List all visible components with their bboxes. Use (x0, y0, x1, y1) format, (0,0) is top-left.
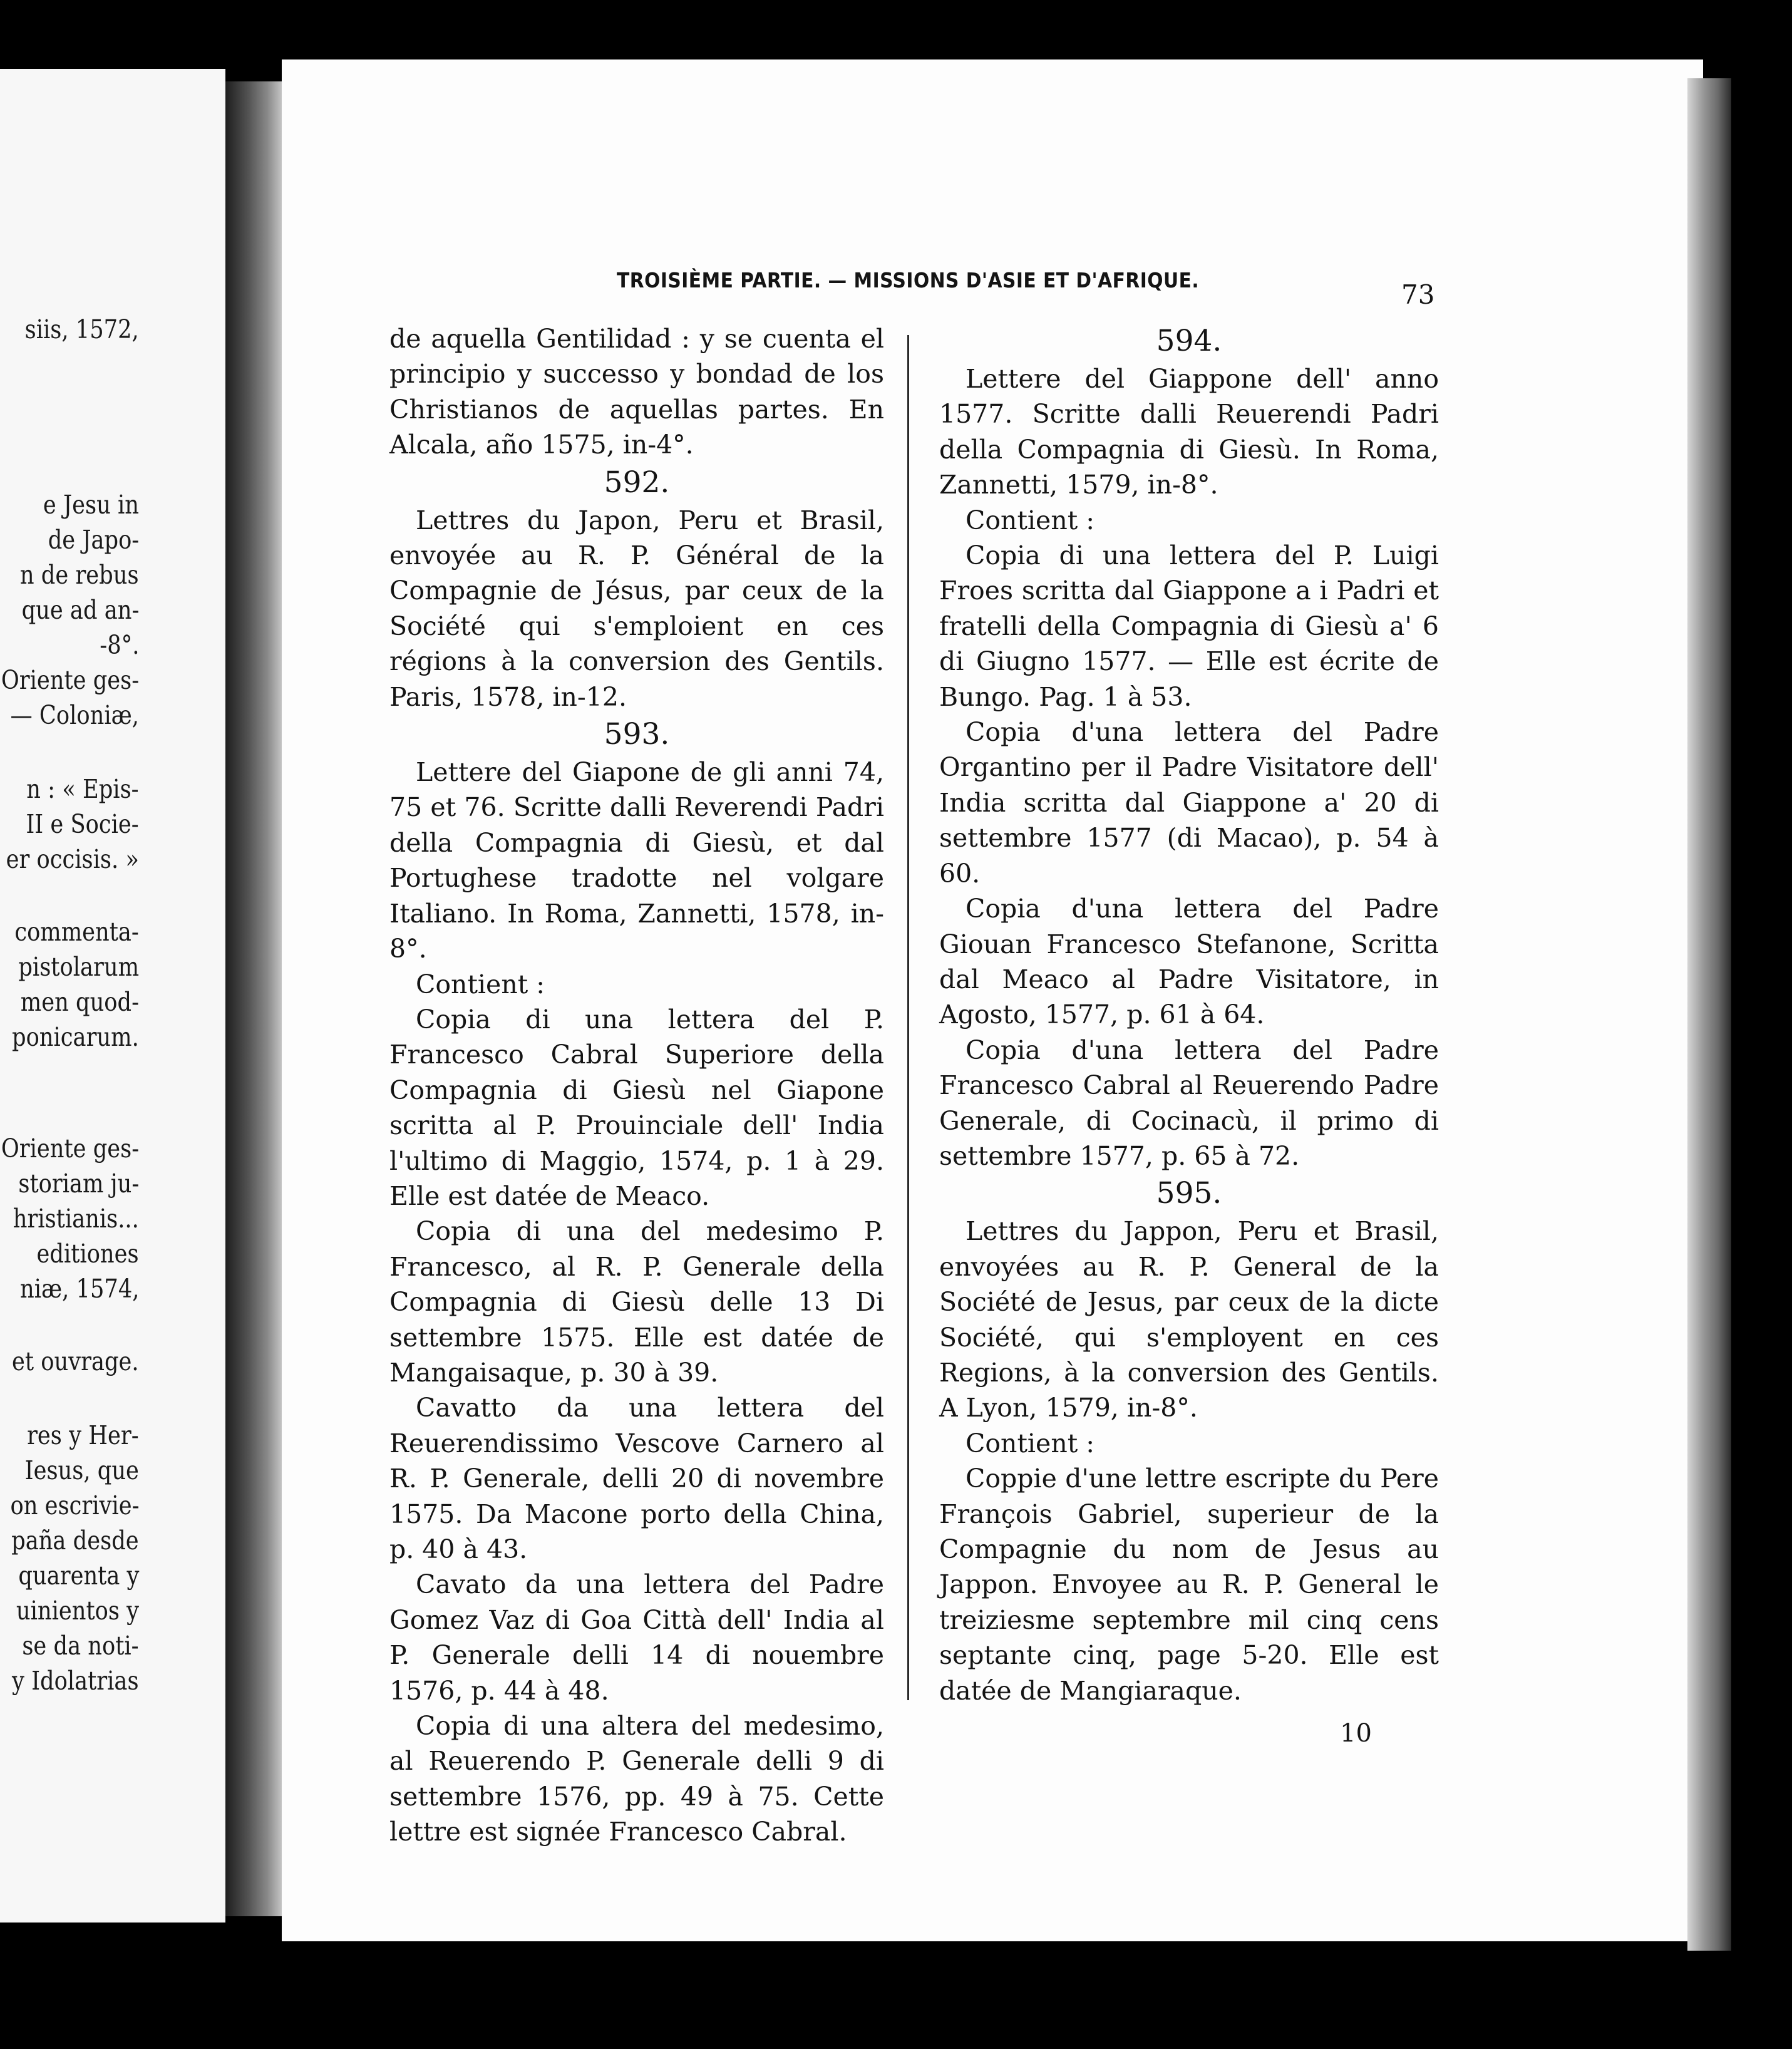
entry-number-595: 595. (1156, 1176, 1222, 1211)
left-page-line: commenta- (14, 917, 139, 947)
entry-594-text: Lettere del Giappone dell' anno 1577. Scritte dalli Reuerendi Padri della Compagnia di Giesù. In Roma, Zannetti, 1579, in-8°. (939, 364, 1439, 500)
left-page-line: storiam ju- (18, 1169, 139, 1199)
left-page-line: Iesus, que (24, 1455, 139, 1485)
entry-594-contient: Contient : (966, 505, 1095, 535)
left-page-line: ponicarum. (12, 1022, 139, 1052)
left-page-line: er occisis. » (6, 844, 139, 874)
entry-number-593: 593. (604, 717, 670, 752)
entry-595-text: Lettres du Jappon, Peru et Brasil, envoyées au R. P. General de la Société de Jesus, par ceux de la dicte Société, qui s'employent en ces Regions, à la conversion des Gentils. A Lyon, 1579, in-8°. (939, 1216, 1439, 1423)
left-page-line: men quod- (20, 987, 139, 1017)
left-page-line: Oriente ges- (1, 1133, 139, 1164)
entry-593-text: Lettere del Giapone de gli anni 74, 75 et 76. Scritte dalli Reverendi Padri della Compagnia di Giesù, et dal Portughese tradotte nel volgare Italiano. In Roma, Zannetti, 1578, in-8°. (389, 757, 884, 964)
left-page-line: e Jesu in (43, 490, 139, 520)
entry-number-592: 592. (604, 465, 670, 500)
left-page-line: on escrivie- (10, 1490, 139, 1520)
entry-continuation: de aquella Gentilidad : y se cuenta el principio y successo y bondad de los Christianos de aquellas partes. En Alcala, año 1575, in-4°. (389, 324, 884, 460)
left-page-line: II e Socie- (26, 809, 139, 839)
left-page-fragment (0, 69, 225, 1923)
left-page-line: hristianis... (13, 1204, 139, 1234)
left-page-line: et ouvrage. (12, 1346, 139, 1376)
entry-593-item: Cavato da una lettera del Padre Gomez Vaz di Goa Città dell' India al P. Generale delli 14 di nouembre 1576, p. 44 à 48. (389, 1569, 884, 1706)
entry-594-item: Copia d'una lettera del Padre Francesco Cabral al Reuerendo Padre Generale, di Cocinacù, il primo di settembre 1577, p. 65 à 72. (939, 1035, 1439, 1171)
entry-592-text: Lettres du Japon, Peru et Brasil, envoyée au R. P. Général de la Compagnie de Jésus, par ceux de la Société qui s'emploient en ces régions à la conversion des Gentils. Paris, 1578, in-12. (389, 505, 884, 712)
left-page-line: editiones (36, 1239, 139, 1269)
left-page-line: que ad an- (21, 595, 139, 625)
entry-594-item: Copia d'una lettera del Padre Giouan Francesco Stefanone, Scritta dal Meaco al Padre Visitatore, in Agosto, 1577, p. 61 à 64. (939, 894, 1439, 1030)
entry-593-item: Copia di una altera del medesimo, al Reuerendo P. Generale delli 9 di settembre 1576, pp. 49 à 75. Cette lettre est signée Francesco Cabral. (389, 1711, 884, 1847)
running-head: TROISIÈME PARTIE. — MISSIONS D'ASIE ET D'AFRIQUE. (617, 268, 1200, 292)
left-page-line: res y Her- (27, 1420, 139, 1450)
left-page-line: quarenta y (18, 1561, 139, 1591)
page-number: 73 (1401, 279, 1435, 310)
left-page-line: paña desde (11, 1525, 139, 1556)
left-page-line: Oriente ges- (1, 665, 139, 695)
book-gutter (225, 81, 282, 1916)
left-page-line: siis, 1572, (24, 314, 139, 344)
page-edge (1687, 78, 1731, 1951)
entry-number-594: 594. (1156, 324, 1222, 358)
left-page-line: n : « Epis- (26, 774, 139, 804)
left-page-line: uinientos y (16, 1596, 139, 1626)
entry-593-item: Copia di una lettera del P. Francesco Cabral Superiore della Compagnia di Giesù nel Giapone scritta al P. Prouinciale dell' India l'ultimo di Maggio, 1574, p. 1 à 29. Elle est datée de Meaco. (389, 1004, 884, 1211)
entry-593-contient: Contient : (416, 969, 545, 999)
entry-595-item: Coppie d'une lettre escripte du Pere François Gabriel, superieur de la Compagnie du nom de Jesus au Jappon. Envoyee au R. P. General le treiziesme septembre mil cinq cens septante cinq, page 5-20. Elle est datée de Mangiaraque. (939, 1463, 1439, 1706)
right-column (939, 321, 1439, 1708)
entry-593-item: Cavatto da una lettera del Reuerendissimo Vescove Carnero al R. P. Generale, delli 20 di novembre 1575. Da Macone porto della China, p. 40 à 43. (389, 1393, 884, 1564)
column-divider (907, 335, 909, 1700)
left-page-line: de Japo- (48, 525, 139, 555)
entry-595-contient: Contient : (966, 1428, 1095, 1458)
left-page-line: -8°. (99, 630, 139, 660)
left-page-line: n de rebus (20, 560, 139, 590)
entry-594-item: Copia di una lettera del P. Luigi Froes scritta dal Giappone a i Padri et fratelli della Compagnia di Giesù a' 6 di Giugno 1577. — Elle est écrite de Bungo. Pag. 1 à 53. (939, 540, 1439, 712)
left-column (389, 321, 884, 1850)
entry-593-item: Copia di una del medesimo P. Francesco, al R. P. Generale della Compagnia di Giesù delle 13 Di settembre 1575. Elle est datée de Mangaisaque, p. 30 à 39. (389, 1216, 884, 1388)
signature-mark: 10 (1340, 1719, 1372, 1748)
left-page-line: se da noti- (22, 1631, 139, 1661)
left-page-line: — Coloniæ, (10, 700, 139, 730)
left-page-line: pistolarum (18, 952, 139, 982)
left-page-line: niæ, 1574, (19, 1274, 139, 1304)
entry-594-item: Copia d'una lettera del Padre Organtino per il Padre Visitatore dell' India scritta dal Giappone a' 20 di settembre 1577 (di Macao), p. 54 à 60. (939, 717, 1439, 889)
left-page-line: y Idolatrias (12, 1666, 139, 1696)
